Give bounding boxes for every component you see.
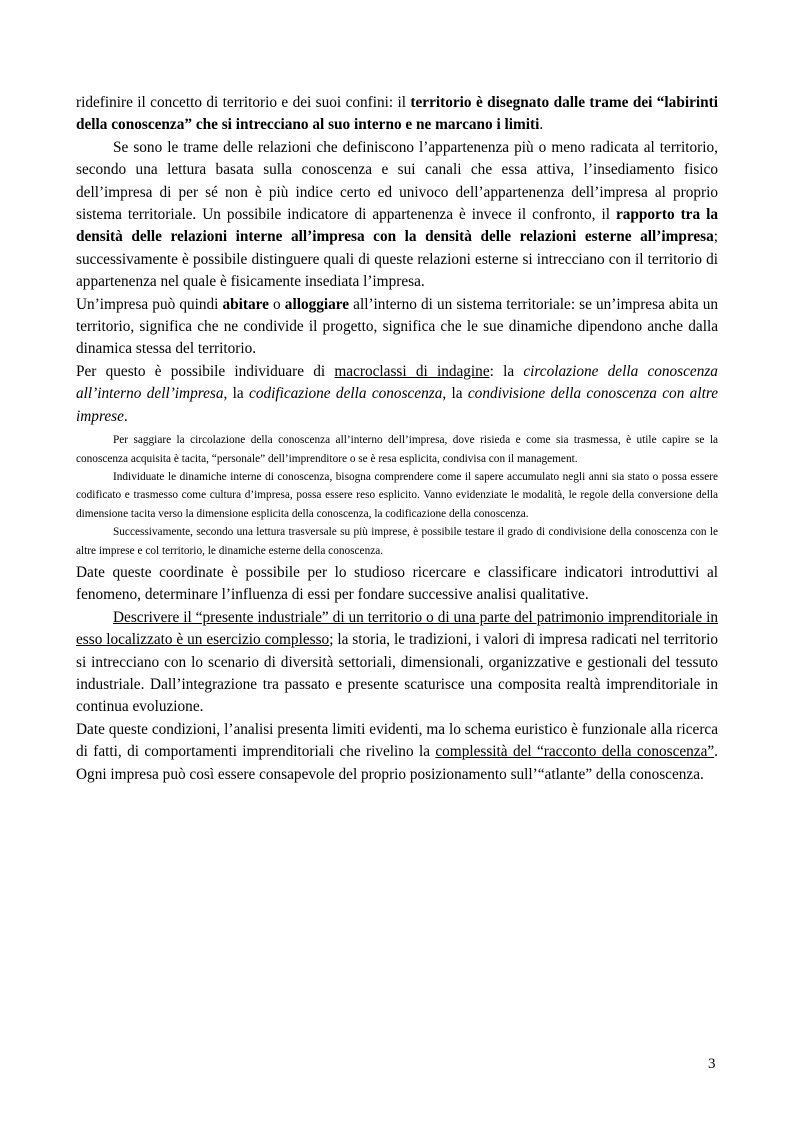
underlined-text: complessità del “racconto della conoscenza” (435, 743, 715, 761)
paragraph-relations-density (76, 137, 718, 294)
italic-text: codificazione della conoscenza (249, 385, 443, 403)
paragraph-racconto-conoscenza (76, 719, 718, 786)
small-paragraph-condivisione: Successivamente, secondo una lettura trasversale su più imprese, è possibile testare il grado di condivisione della conoscenza con le altre imprese e col territorio, le dinamiche esterne della conoscenza. (76, 526, 718, 557)
document-page (76, 92, 718, 786)
text-run: , la (442, 385, 468, 403)
paragraph-abitare-alloggiare (76, 294, 718, 361)
small-paragraph-circolazione: Per saggiare la circolazione della conoscenza all’interno dell’impresa, dove risieda e come sia trasmessa, è utile capire se la conoscenza acquisita è tacita, “personale” dell’imprenditore o se è resa esplicita, condivisa con il management. (76, 434, 718, 465)
italic-text: circolazione della conoscenza all’interno dell’impresa (76, 362, 718, 403)
text-run: ; la storia, le tradizioni, i valori di impresa radicati nel territorio si intrecciano con lo scenario di diversità settoriali, dimensionali, organizzative e gestionali del tessuto industriale. Dall’integrazione tra passato e presente scaturisce una composita realtà imprenditoriale in continua evoluzione. (76, 631, 718, 716)
paragraph-presente-industriale (76, 607, 718, 719)
text-run: Date queste condizioni, l’analisi presenta limiti evidenti, ma lo schema euristico è funzionale alla ricerca di fatti, di comportamenti imprenditoriali che rivelino la (76, 720, 718, 761)
text-run: o (268, 295, 285, 313)
text-run: . (123, 407, 128, 425)
text-run: Un’impresa può quindi (76, 295, 223, 313)
text-run: . (539, 116, 544, 134)
text-run: Se sono le trame delle relazioni che definiscono l’appartenenza più o meno radicata al territorio, secondo una lettura basata sulla conoscenza e sui canali che essa attiva, l’insediamento fisico dell’impresa di per sé non è più indice certo ed univoco dell’appartenenza dell’impresa al proprio sistema territoriale. Un possibile indicatore di appartenenza è invece il confronto, il (76, 138, 718, 224)
bold-text: territorio è disegnato dalle trame dei “labirinti della conoscenza” che si intrecciano al suo interno e ne marcano i limiti (76, 94, 718, 134)
page-number: 3 (708, 1056, 716, 1072)
bold-text: rapporto tra la densità delle relazioni interne all’impresa con la densità delle relazioni esterne all’impresa (76, 206, 718, 246)
paragraph-macroclassi (76, 361, 718, 428)
bold-text: alloggiare (284, 295, 350, 313)
text-run: all’interno di un sistema territoriale: se un’impresa abita un territorio, significa che ne condivide il progetto, significa che le sue dinamiche dipendono anche dalla dinamica stessa del territorio. (76, 295, 719, 358)
text-run: , la (223, 385, 250, 403)
text-run: ; successivamente è possibile distinguere quali di queste relazioni esterne si intrecciano con il territorio di appartenenza nel quale è fisicamente insediata l’impresa. (76, 228, 718, 291)
small-paragraph-codificazione: Individuate le dinamiche interne di conoscenza, bisogna comprendere come il sapere accumulato negli anni sia stato o possa essere codificato e trasmesso come cultura d’impresa, possa essere reso esplicito. Vanno evidenziate le modalità, le regole della conversione della dimensione tacita verso la dimensione esplicita della conoscenza, la codificazione della conoscenza. (76, 470, 718, 520)
italic-text: condivisione della conoscenza con altre imprese (76, 385, 718, 425)
text-run: . Ogni impresa può così essere consapevole del proprio posizionamento sull’“atlante” della conoscenza. (76, 743, 718, 783)
paragraph-coordinate: Date queste coordinate è possibile per lo studioso ricercare e classificare indicatori introduttivi al fenomeno, determinare l’influenza di essi per fondare successive analisi qualitative. (76, 563, 718, 604)
paragraph-territory-definition (76, 92, 718, 137)
text-run: ridefinire il concetto di territorio e dei suoi confini: il (76, 94, 411, 111)
text-run: Per questo è possibile individuare di (76, 362, 335, 380)
underlined-text: macroclassi di indagine (334, 362, 490, 380)
text-run: : la (489, 362, 524, 380)
underlined-text: Descrivere il “presente industriale” di un territorio o di una parte del patrimonio imprenditoriale in esso localizzato è un esercizio complesso (76, 608, 718, 649)
bold-text: abitare (222, 295, 269, 313)
